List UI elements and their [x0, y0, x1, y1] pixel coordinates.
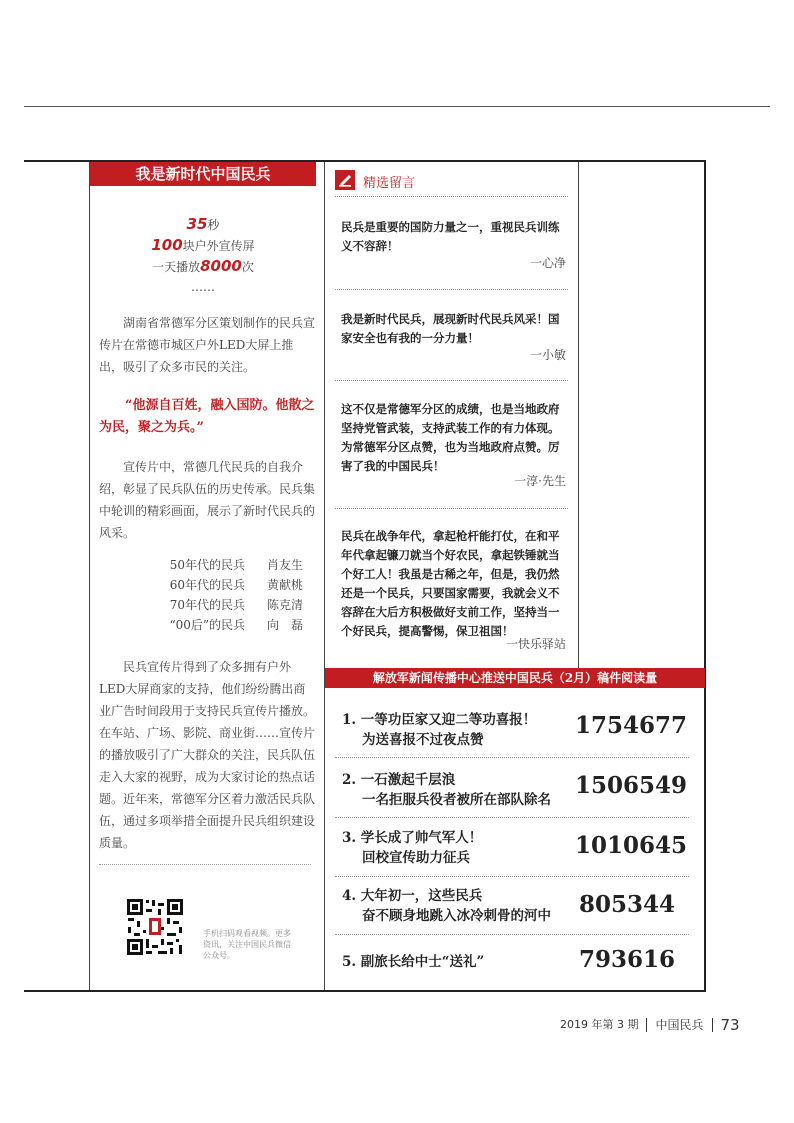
article-title-line: 为送喜报不过夜点赞: [362, 732, 484, 748]
footer-divider: [712, 1018, 713, 1032]
message-text: 民兵是重要的国防力量之一，重视民兵训练义不容辞！: [341, 220, 560, 253]
message-author: 一淳·先生: [514, 474, 566, 488]
read-count: 1010645: [575, 832, 688, 859]
frame-right-border: [704, 160, 706, 992]
article-title-line: 奋不顾身地跳入冰冷刺骨的河中: [362, 908, 551, 924]
list-item: [120, 555, 310, 575]
ranking-item-title[interactable]: [342, 828, 572, 868]
stat-ellipsis: ……: [191, 280, 215, 294]
stat-number: 35: [186, 215, 208, 233]
message-author: 一快乐驿站: [505, 637, 566, 651]
person-name: 黄献桃: [267, 578, 304, 592]
message-author: 一心净: [529, 256, 566, 270]
stat-unit: 次: [241, 260, 254, 274]
dotted-divider: [335, 380, 568, 381]
rank-number: 2.: [342, 772, 357, 788]
message-text: 这不仅是常德军分区的成绩，也是当地政府坚持党管武装，支持武装工作的有力体现。为常德军分区点赞，也为当地政府点赞。厉害了我的中国民兵！: [341, 402, 560, 473]
dotted-divider: [335, 757, 689, 758]
stat-text: 块户外宣传屏: [182, 239, 255, 253]
ranking-item-title[interactable]: [342, 952, 572, 972]
article-title-line: 一石激起千层浪: [360, 772, 456, 788]
rank-number: 4.: [342, 888, 357, 904]
read-count: 1754677: [575, 712, 688, 739]
qr-code-icon[interactable]: [125, 897, 185, 957]
read-count: 793616: [578, 946, 675, 973]
read-count: 1506549: [575, 772, 688, 799]
top-rule: [24, 106, 770, 107]
article-title-line: 大年初一，这些民兵: [360, 888, 483, 904]
stats-block: [90, 214, 316, 297]
page-footer: [560, 1017, 740, 1033]
column-divider: [578, 162, 579, 668]
dotted-divider: [335, 876, 689, 877]
rank-number: 1.: [342, 712, 357, 728]
dotted-divider: [335, 817, 689, 818]
dotted-divider: [99, 864, 311, 865]
dotted-divider: [335, 508, 568, 509]
list-item: [120, 595, 310, 615]
dotted-divider: [335, 289, 568, 290]
rank-number: 3.: [342, 830, 357, 846]
stat-number: 8000: [200, 257, 242, 275]
magazine-name: 中国民兵: [655, 1018, 704, 1032]
person-name: 肖友生: [267, 558, 304, 572]
stat-unit: 秒: [207, 218, 220, 232]
qr-caption: 手机扫码观看视频。更多资讯，关注中国民兵微信公众号。: [203, 929, 291, 960]
person-name: 向 磊: [267, 618, 304, 632]
paragraph: 湖南省常德军分区策划制作的民兵宣传片在常德市城区户外LED大屏上推出，吸引了众多市民的关注。: [99, 316, 316, 374]
message-text: 民兵在战争年代，拿起枪杆能打仗，在和平年代拿起镰刀就当个好农民，拿起铁锤就当个好工人！我虽是古稀之年，但是，我仍然还是一个民兵，只要国家需要，我就会义不容辞在大后方积极做好支前工作，坚持当一个好民兵，提高警惕，保卫祖国！: [341, 529, 560, 638]
message-author: 一小敏: [529, 348, 566, 362]
paragraph: 民兵宣传片得到了众多拥有户外LED大屏商家的支持，他们纷纷腾出商业广告时间段用于支持民兵宣传片播放。在车站、广场、影院、商业街……宣传片的播放吸引了广大群众的关注，民兵队伍走入大家的视野，成为大家讨论的热点话题。近年来，常德军分区着力激活民兵队伍，通过多项举措全面提升民兵组织建设质量。: [99, 660, 316, 850]
ranking-item-title[interactable]: [342, 710, 572, 750]
ranking-item-title[interactable]: [342, 770, 572, 810]
era-label: 60年代的民兵: [169, 578, 245, 592]
article-title-line: 一名拒服兵役者被所在部队除名: [362, 792, 551, 808]
section-header: 我是新时代中国民兵: [90, 162, 316, 186]
dotted-divider: [335, 196, 568, 197]
stat-text: 一天播放: [152, 260, 201, 274]
column-divider: [324, 162, 325, 990]
era-label: “00后”的民兵: [169, 618, 245, 632]
article-title-line: 学长成了帅气军人！: [360, 830, 483, 846]
stat-number: 100: [151, 236, 183, 254]
article-title-line: 副旅长给中士“送礼”: [360, 954, 485, 970]
page-number: 73: [720, 1016, 740, 1034]
issue-label: 2019 年第 3 期: [560, 1018, 639, 1031]
dotted-divider: [335, 934, 689, 935]
era-label: 70年代的民兵: [169, 598, 245, 612]
pull-quote: “他源自百姓，融入国防。他散之为民，聚之为兵。”: [99, 398, 315, 435]
person-name: 陈克清: [267, 598, 304, 612]
generations-list: [120, 555, 310, 635]
frame-bottom-border: [24, 990, 705, 992]
ranking-header: 解放军新闻传播中心推送中国民兵（2月）稿件阅读量: [325, 668, 705, 688]
messages-title: 精选留言: [363, 176, 416, 191]
message-text: 我是新时代民兵，展现新时代民兵风采！国家安全也有我的一分力量！: [341, 312, 560, 345]
list-item: [120, 575, 310, 595]
paragraph: 宣传片中，常德几代民兵的自我介绍，彰显了民兵队伍的历史传承。民兵集中轮训的精彩画面，展示了新时代民兵的风采。: [99, 460, 316, 540]
article-title-line: 一等功臣家又迎二等功喜报！: [360, 712, 537, 728]
ranking-item-title[interactable]: [342, 886, 572, 926]
era-label: 50年代的民兵: [169, 558, 245, 572]
message-icon: [335, 170, 355, 190]
footer-divider: [646, 1018, 647, 1032]
rank-number: 5.: [342, 954, 357, 970]
list-item: [120, 615, 310, 635]
article-title-line: 回校宣传助力征兵: [362, 850, 470, 866]
read-count: 805344: [578, 891, 675, 918]
